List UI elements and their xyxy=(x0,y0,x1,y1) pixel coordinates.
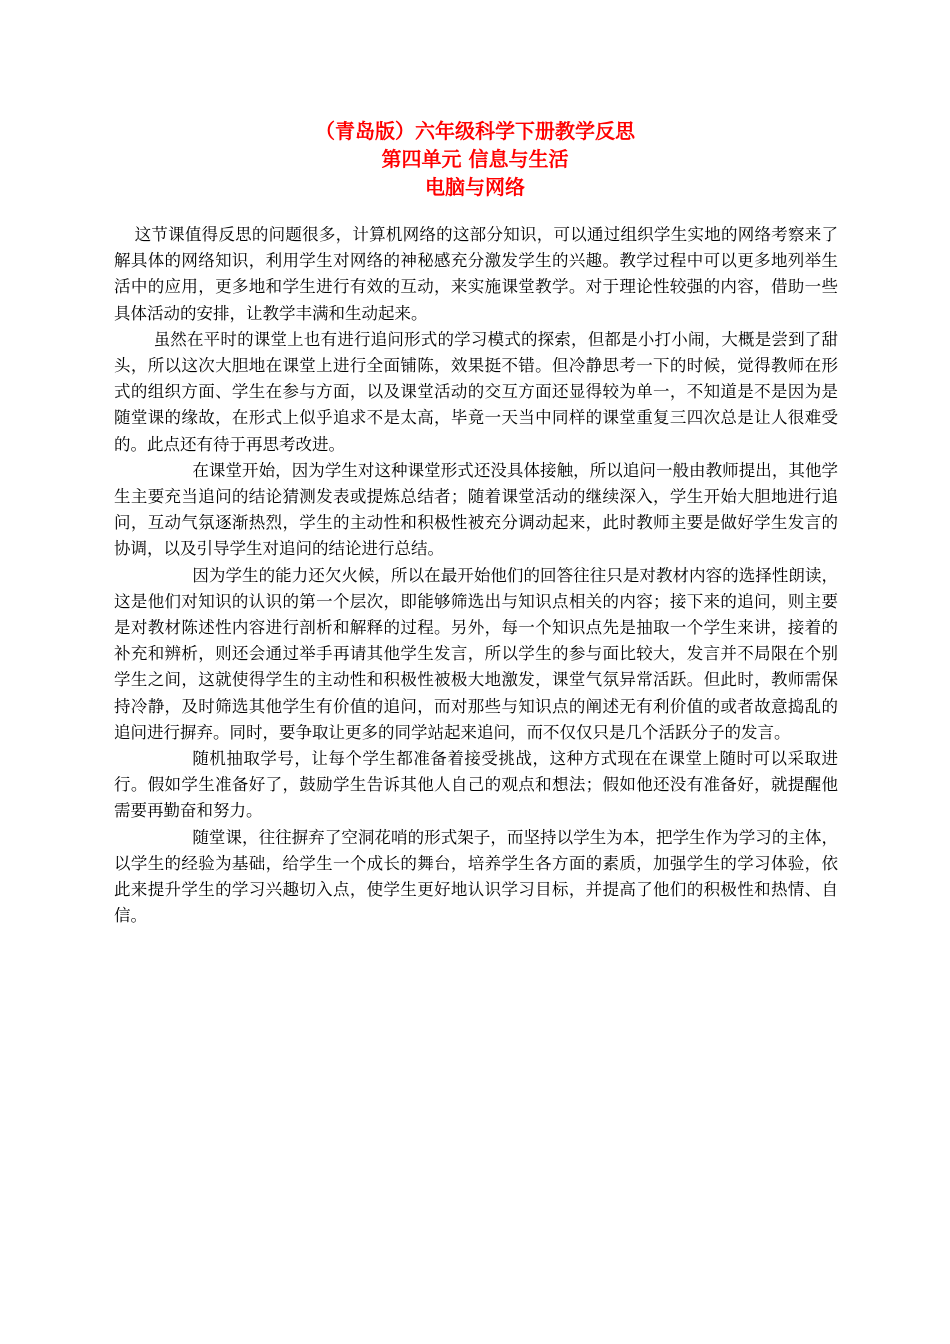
title-line-lesson: 电脑与网络 xyxy=(425,175,525,199)
document-title xyxy=(0,117,950,201)
paragraph-5: 随机抽取学号，让每个学生都准备着接受挑战，这种方式现在在课堂上随时可以采取进行。假如学生准备好了，鼓励学生告诉其他人自己的观点和想法；假如他还没有准备好，就提醒他需要再勤奋和努力。 xyxy=(114,749,838,821)
title-line-unit: 第四单元 信息与生活 xyxy=(381,147,569,171)
paragraph-2: 虽然在平时的课堂上也有进行追问形式的学习模式的探索，但都是小打小闹，大概是尝到了甜头，所以这次大胆地在课堂上进行全面铺陈，效果挺不错。但冷静思考一下的时候，觉得教师在形式的组织方面、学生在参与方面，以及课堂活动的交互方面还显得较为单一，不知道是不是因为是随堂课的缘故，在形式上似乎追求不是太高，毕竟一天当中同样的课堂重复三四次总是让人很难受的。此点还有待于再思考改进。 xyxy=(114,329,838,454)
title-line-series: （青岛版）六年级科学下册教学反思 xyxy=(315,119,635,143)
paragraph-3: 在课堂开始，因为学生对这种课堂形式还没具体接触，所以追问一般由教师提出，其他学生主要充当追问的结论猜测发表或提炼总结者；随着课堂活动的继续深入，学生开始大胆地进行追问，互动气氛逐渐热烈，学生的主动性和积极性被充分调动起来，此时教师主要是做好学生发言的协调，以及引导学生对追问的结论进行总结。 xyxy=(114,460,838,559)
paragraph-4: 因为学生的能力还欠火候，所以在最开始他们的回答往往只是对教材内容的选择性朗读，这是他们对知识的认识的第一个层次，即能够筛选出与知识点相关的内容；接下来的追问，则主要是对教材陈述性内容进行剖析和解释的过程。另外，每一个知识点先是抽取一个学生来讲，接着的补充和辨析，则还会通过举手再请其他学生发言，所以学生的参与面比较大，发言并不局限在个别学生之间，这就使得学生的主动性和积极性被极大地激发，课堂气氛异常活跃。但此时，教师需保持冷静，及时筛选其他学生有价值的追问，而对那些与知识点的阐述无有利价值的或者故意捣乱的追问进行摒弃。同时，要争取让更多的同学站起来追问，而不仅仅只是几个活跃分子的发言。 xyxy=(114,565,838,742)
document-body xyxy=(114,222,838,929)
paragraph-6: 随堂课，往往摒弃了空洞花哨的形式架子，而坚持以学生为本，把学生作为学习的主体，以学生的经验为基础，给学生一个成长的舞台，培养学生各方面的素质，加强学生的学习体验，依此来提升学生的学习兴趣切入点，使学生更好地认识学习目标，并提高了他们的积极性和热情、自信。 xyxy=(114,827,838,926)
paragraph-1: 这节课值得反思的问题很多，计算机网络的这部分知识，可以通过组织学生实地的网络考察来了解具体的网络知识，利用学生对网络的神秘感充分激发学生的兴趣。教学过程中可以更多地列举生活中的应用，更多地和学生进行有效的互动，来实施课堂教学。对于理论性较强的内容，借助一些具体活动的安排，让教学丰满和生动起来。 xyxy=(114,225,838,323)
